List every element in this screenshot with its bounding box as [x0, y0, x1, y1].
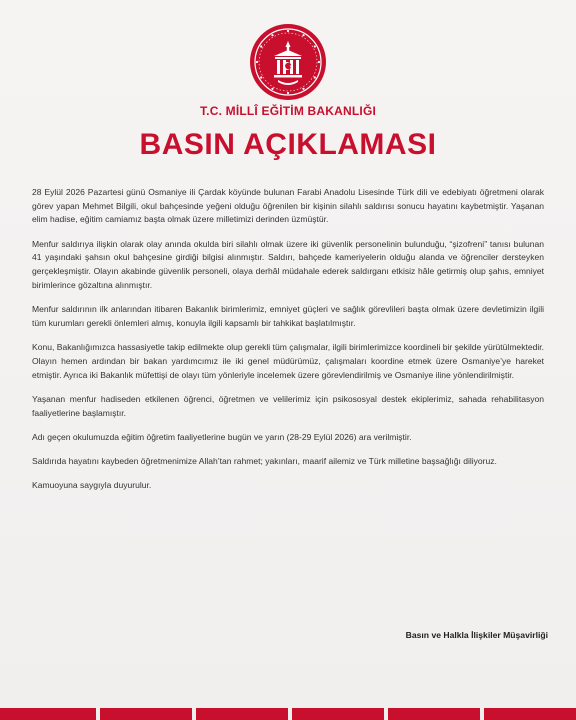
paragraph: Menfur saldırının ilk anlarından itibaren Bakanlık birimlerimiz, emniyet güçleri ve sağlık görevlileri başta olmak üzere devletimizin ilgili tüm kurumları gerekli önlemleri almış, konuyla ilgili kapsamlı bir tahkikat başlatılmıştır. — [32, 304, 544, 328]
signature: Basın ve Halkla İlişkiler Müşavirliği — [405, 630, 548, 640]
band-divider — [288, 708, 292, 720]
band-divider — [384, 708, 388, 720]
band-divider — [96, 708, 100, 720]
paragraph: Saldırıda hayatını kaybeden öğretmenimize Allah’tan rahmet; yakınları, maarif ailemiz ve Türk milletine başsağlığı diliyoruz. — [32, 456, 497, 467]
paragraph: Adı geçen okulumuzda eğitim öğretim faaliyetlerine bugün ve yarın (28-29 Eylül 2026) ara verilmiştir. — [32, 431, 412, 442]
band-divider — [192, 708, 196, 720]
footer-band — [0, 708, 576, 720]
page-title: BASIN AÇIKLAMASI — [139, 128, 437, 161]
band-divider — [480, 708, 484, 720]
paragraph: Konu, Bakanlığımızca hassasiyetle takip edilmekte olup gerekli tüm çalışmalar, ilgili birimlerimizce koordineli bir şekilde yürütülmektedir. Olayın hemen ardından bir bakan yardımcımız ile iki genel müdürümüz, çalışmaları koordine etmek üzere Osmaniye’ye hareket etmiştir. Ayrıca iki Bakanlık müfettişi de olayı tüm yönleriyle incelemek üzere görevlendirilmiş ve Osmaniye iline yönlendirilmiştir. — [32, 342, 544, 380]
ministry-name: T.C. MİLLÎ EĞİTİM BAKANLIĞI — [199, 104, 377, 118]
press-release-body — [32, 186, 544, 504]
paragraph: Menfur saldırıya ilişkin olarak olay anında okulda biri silahlı olmak üzere iki güvenlik personelinin bulunduğu, “şizofreni” tanısı bulunan 41 yaşındaki şahsın okul bahçesine girdiği bilgisi alınmıştır. Saldırı, bahçede kameriyelerin olduğu alanda ve öğrenciler dersteyken gerçekleşmiştir. Olayın akabinde güvenlik personeli, olaya derhâl müdahale ederek saldırganı etkisiz hâle getirmiş olup şahıs, emniyet birimlerince gözaltına alınmıştır. — [32, 238, 544, 290]
meb-emblem-icon — [248, 22, 328, 102]
paragraph: Yaşanan menfur hadiseden etkilenen öğrenci, öğretmen ve velilerimiz için psikososyal destek ekiplerimiz, sahada rehabilitasyon faaliyetlerine başlamıştır. — [32, 393, 544, 418]
paragraph: 28 Eylül 2026 Pazartesi günü Osmaniye ili Çardak köyünde bulunan Farabi Anadolu Lisesinde Türk dili ve edebiyatı öğretmeni olarak görev yapan Mehmet Bilgili, okul bahçesinde yeğeni olduğu öğrenilen bir kişinin silahlı saldırısı sonucu hayatını kaybetmiştir. Yaşanan elim hadise, eğitim camiamız başta olmak üzere milletimizi derinden üzmüştür. — [32, 187, 544, 225]
paragraph: Kamuoyuna saygıyla duyurulur. — [32, 480, 152, 491]
